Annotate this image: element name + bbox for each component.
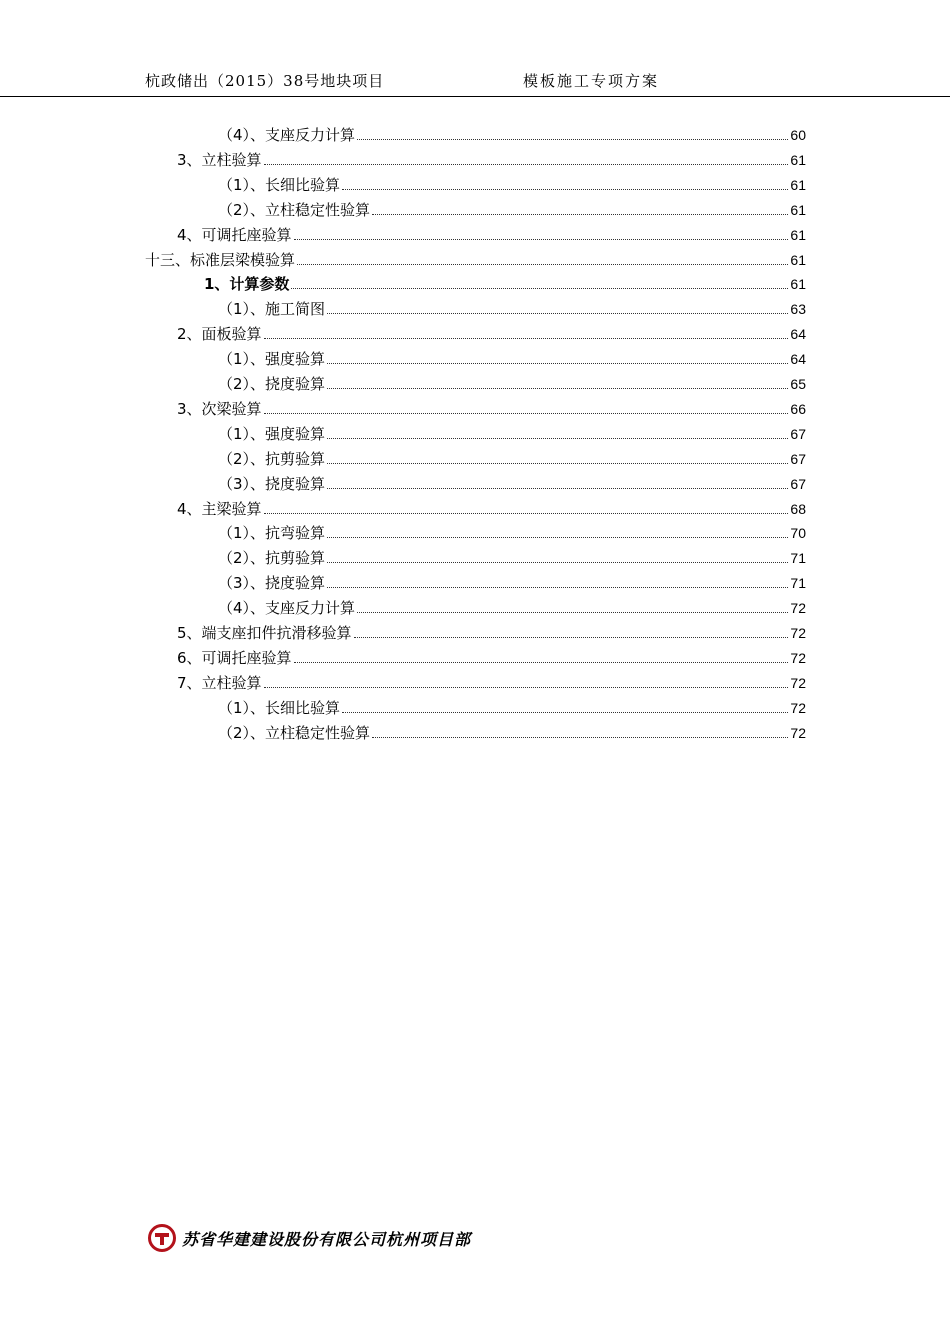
- toc-leader-dots: [264, 412, 789, 414]
- toc-leader-dots: [372, 736, 788, 738]
- toc-entry-label: （2）、挠度验算: [218, 375, 326, 393]
- toc-entry[interactable]: [177, 647, 806, 669]
- toc-entry-label: （3）、挠度验算: [218, 574, 326, 593]
- toc-entry[interactable]: [218, 547, 806, 569]
- toc-entry[interactable]: [218, 298, 806, 320]
- toc-page-number: 72: [790, 699, 806, 716]
- toc-entry[interactable]: [218, 174, 806, 196]
- toc-leader-dots: [327, 462, 788, 464]
- toc-entry[interactable]: [177, 149, 806, 171]
- toc-page-number: 65: [790, 376, 806, 392]
- toc-entry[interactable]: [177, 323, 806, 345]
- toc-leader-dots: [297, 263, 788, 265]
- toc-leader-dots: [342, 711, 788, 713]
- toc-entry-label: （1）、强度验算: [218, 350, 326, 369]
- document-title: 模板施工专项方案: [523, 72, 660, 90]
- company-name: 苏省华建建设股份有限公司杭州项目部: [182, 1229, 472, 1249]
- toc-entry-label: 6、可调托座验算: [177, 648, 292, 667]
- toc-leader-dots: [327, 387, 788, 389]
- toc-page-number: 72: [790, 674, 806, 691]
- toc-entry[interactable]: [177, 498, 806, 520]
- toc-entry[interactable]: [218, 473, 806, 495]
- toc-leader-dots: [327, 561, 788, 563]
- toc-leader-dots: [357, 611, 788, 613]
- toc-page-number: 68: [790, 500, 806, 517]
- toc-leader-dots: [327, 362, 788, 364]
- toc-leader-dots: [357, 138, 788, 140]
- toc-entry-label: （3）、挠度验算: [218, 474, 326, 493]
- toc-entry[interactable]: [177, 224, 806, 246]
- toc-leader-dots: [264, 163, 789, 165]
- toc-leader-dots: [264, 686, 789, 688]
- toc-entry[interactable]: [204, 273, 806, 295]
- toc-page-number: 67: [790, 425, 806, 442]
- toc-page-number: 61: [790, 226, 806, 243]
- toc-entry-label: （1）、长细比验算: [218, 175, 341, 194]
- toc-page-number: 71: [790, 575, 806, 592]
- page-header: [0, 70, 950, 97]
- toc-entry-label: （4）、支座反力计算: [218, 599, 356, 618]
- toc-page-number: 61: [790, 151, 806, 168]
- toc-leader-dots: [294, 661, 789, 663]
- toc-entry-label: （2）、抗剪验算: [218, 449, 326, 468]
- toc-page-number: 61: [790, 276, 806, 293]
- toc-leader-dots: [294, 238, 789, 240]
- toc-entry-label: 十三、标准层梁模验算: [145, 250, 296, 269]
- toc-entry-label: （2）、抗剪验算: [218, 549, 326, 568]
- project-title: 杭政储出（2015）38号地块项目: [145, 72, 385, 90]
- toc-entry[interactable]: [218, 124, 806, 146]
- toc-entry-label: 1、计算参数: [204, 275, 290, 294]
- toc-leader-dots: [342, 188, 788, 190]
- toc-page-number: 64: [790, 351, 806, 368]
- toc-entry[interactable]: [177, 672, 806, 694]
- toc-entry-label: 3、立柱验算: [177, 150, 262, 169]
- toc-entry[interactable]: [218, 448, 806, 470]
- toc-entry-label: （1）、长细比验算: [218, 698, 341, 717]
- toc-leader-dots: [354, 636, 789, 638]
- toc-page-number: 67: [790, 450, 806, 467]
- toc-entry[interactable]: [145, 249, 806, 271]
- toc-leader-dots: [264, 337, 789, 339]
- toc-entry[interactable]: [177, 398, 806, 420]
- toc-entry[interactable]: [218, 423, 806, 445]
- toc-entry-label: 4、主梁验算: [177, 499, 262, 518]
- company-logo-icon: [148, 1224, 176, 1252]
- toc-page-number: 63: [790, 301, 806, 318]
- toc-entry-label: 2、面板验算: [177, 325, 262, 344]
- toc-leader-dots: [327, 536, 788, 538]
- toc-entry[interactable]: [218, 522, 806, 544]
- toc-entry-label: （2）、立柱稳定性验算: [218, 200, 371, 219]
- toc-leader-dots: [291, 287, 788, 289]
- toc-page-number: 72: [790, 649, 806, 666]
- toc-page-number: 72: [790, 625, 806, 641]
- toc-entry[interactable]: [218, 199, 806, 221]
- toc-page-number: 61: [790, 176, 806, 193]
- toc-leader-dots: [264, 512, 789, 514]
- toc-page-number: 60: [790, 127, 806, 143]
- toc-leader-dots: [372, 213, 788, 215]
- toc-page-number: 66: [790, 400, 806, 417]
- toc-page-number: 71: [790, 550, 806, 567]
- toc-entry[interactable]: [218, 373, 806, 395]
- toc-page-number: 70: [790, 525, 806, 542]
- toc-entry[interactable]: [218, 697, 806, 719]
- toc-page-number: 72: [790, 724, 806, 741]
- toc-entry[interactable]: [218, 597, 806, 619]
- toc-page-number: 72: [790, 600, 806, 617]
- toc-leader-dots: [327, 586, 788, 588]
- toc-entry-label: （1）、强度验算: [218, 424, 326, 443]
- toc-page-number: 67: [790, 475, 806, 492]
- toc-entry[interactable]: [218, 348, 806, 370]
- toc-entry-label: （2）、立柱稳定性验算: [218, 723, 371, 742]
- toc-leader-dots: [327, 312, 788, 314]
- toc-page-number: 61: [790, 201, 806, 218]
- toc-entry[interactable]: [218, 722, 806, 744]
- page-footer: [148, 1222, 471, 1254]
- toc-leader-dots: [327, 487, 788, 489]
- toc-entry-label: 7、立柱验算: [177, 673, 262, 692]
- toc-page-number: 64: [790, 326, 806, 343]
- toc-entry-label: 5、端支座扣件抗滑移验算: [177, 624, 352, 642]
- toc-entry-label: （1）、抗弯验算: [218, 524, 326, 543]
- toc-entry[interactable]: [218, 572, 806, 594]
- toc-leader-dots: [327, 437, 788, 439]
- toc-entry-label: （4）、支座反力计算: [218, 126, 356, 144]
- toc-entry[interactable]: [177, 622, 806, 644]
- toc-page-number: 61: [790, 251, 806, 268]
- toc-entry-label: （1）、施工简图: [218, 300, 326, 319]
- toc-entry-label: 4、可调托座验算: [177, 225, 292, 244]
- toc-entry-label: 3、次梁验算: [177, 399, 262, 418]
